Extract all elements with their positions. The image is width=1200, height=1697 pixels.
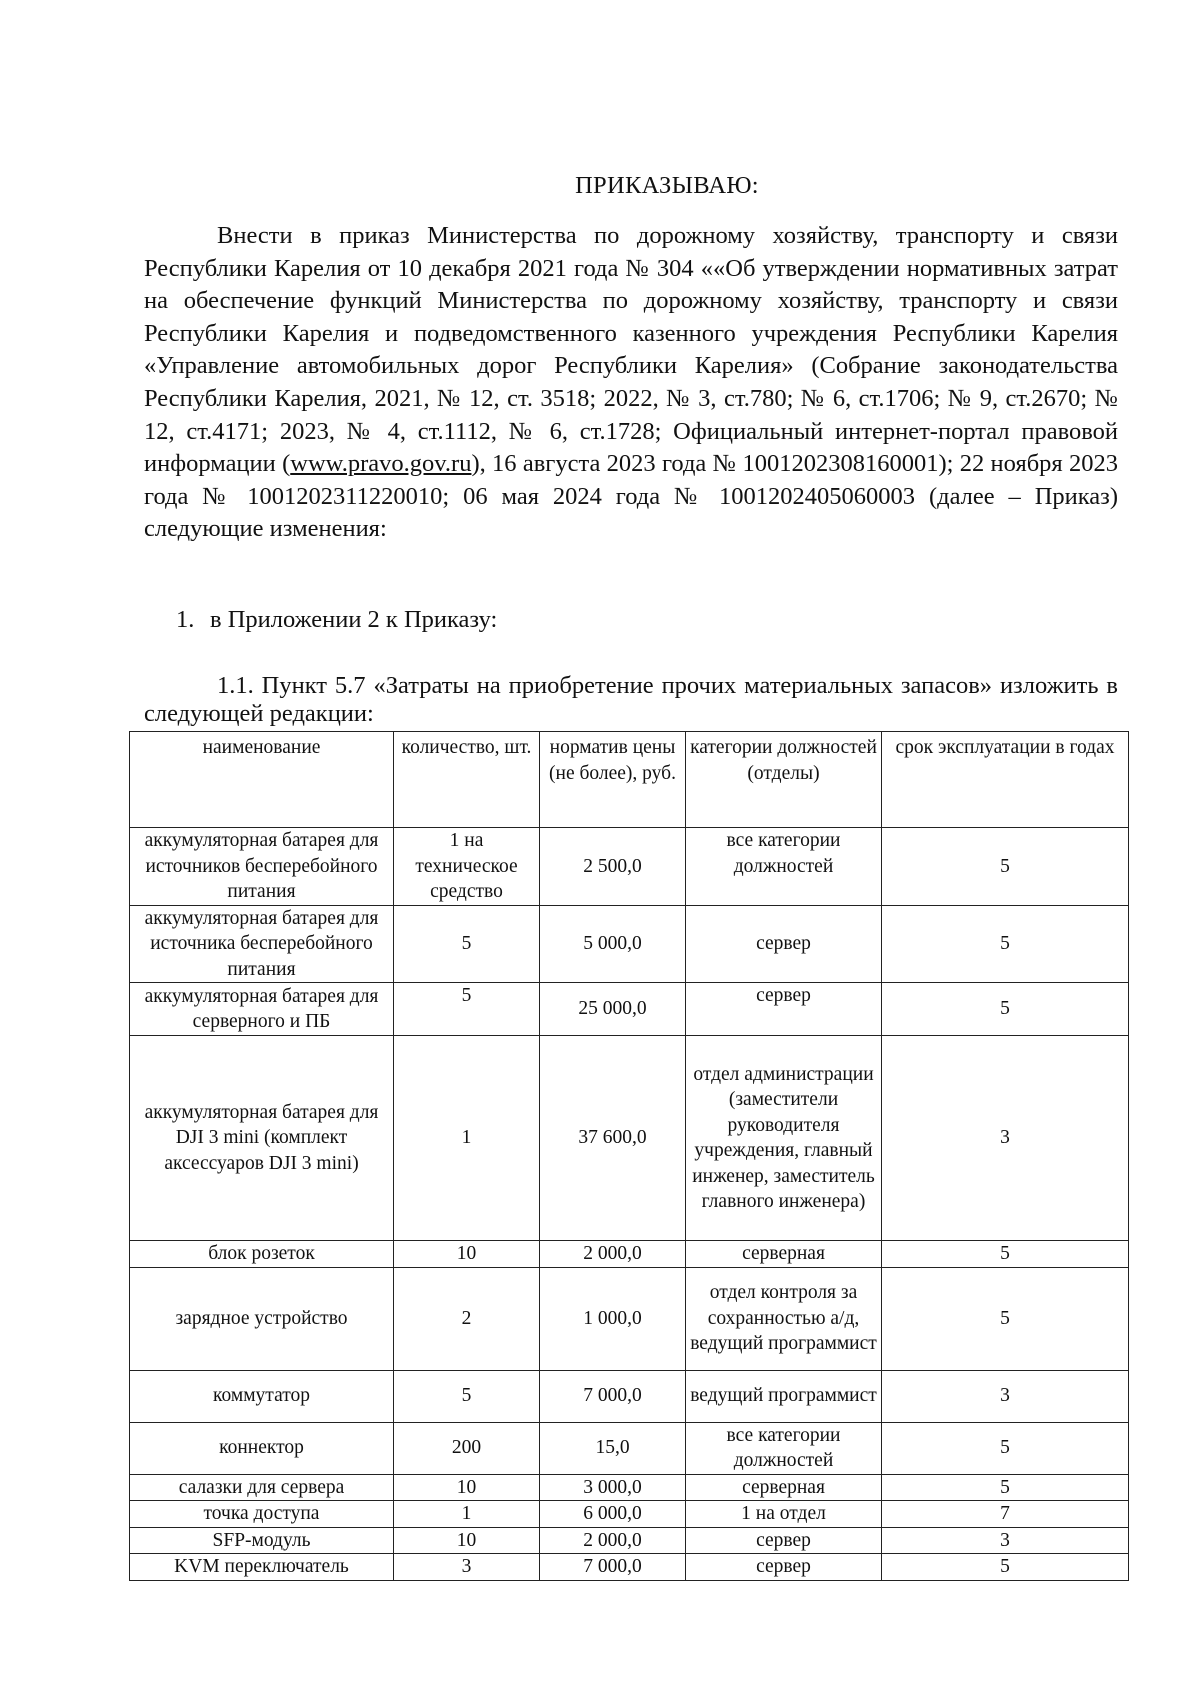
cell-quantity: 10 [394, 1241, 540, 1268]
cell-name: аккумуляторная батарея для серверного и ПБ [130, 983, 394, 1036]
table-row [130, 1036, 1129, 1241]
table-row [130, 905, 1129, 983]
cell-category: отдел администрации (заместители руководителя учреждения, главный инженер, заместитель главного инженера) [686, 1036, 882, 1241]
norms-table [129, 731, 1129, 1581]
cell-price: 7 000,0 [540, 1370, 686, 1422]
table-row [130, 1474, 1129, 1501]
cell-quantity: 1 на техническое средство [394, 828, 540, 906]
list-item-text: в Приложении 2 к Приказу: [210, 606, 498, 633]
cell-lifetime: 7 [882, 1501, 1129, 1528]
cell-name: коннектор [130, 1422, 394, 1474]
cell-price: 25 000,0 [540, 983, 686, 1036]
cell-name: KVM переключатель [130, 1554, 394, 1581]
cell-price: 2 000,0 [540, 1241, 686, 1268]
preamble-text-start: Внести в приказ Министерства по дорожному хозяйству, транспорту и связи Республики Карелия от 10 декабря 2021 года № 304 ««Об утверждении нормативных затрат на обеспечение функций Министерства по дорожному хозяйству, транспорту и связи Республики Карелия и подведомственного казенного учреждения Республики Карелия «Управление автомобильных дорог Республики Карелия» (Собрание законодательства Республики Карелия, 2021, № 12, ст. 3518; 2022, № 3, ст.780; № 6, ст.1706; № 9, ст.2670; № 12, ст.4171; 2023, № 4, ст.1112, № 6, ст.1728; Официальный интернет-портал правовой информации ( [144, 222, 1118, 478]
cell-category: отдел контроля за сохранностью а/д, ведущий программист [686, 1267, 882, 1370]
cell-name: зарядное устройство [130, 1267, 394, 1370]
cell-quantity: 5 [394, 1370, 540, 1422]
cell-category: ведущий программист [686, 1370, 882, 1422]
cell-lifetime: 3 [882, 1036, 1129, 1241]
table-header-row [130, 732, 1129, 828]
cell-lifetime: 5 [882, 1554, 1129, 1581]
header-name: наименование [130, 732, 394, 828]
cell-quantity: 200 [394, 1422, 540, 1474]
cell-lifetime: 5 [882, 1241, 1129, 1268]
cell-price: 2 500,0 [540, 828, 686, 906]
header-lifetime: срок эксплуатации в годах [882, 732, 1129, 828]
cell-category: сервер [686, 1554, 882, 1581]
cell-price: 15,0 [540, 1422, 686, 1474]
cell-category: сервер [686, 983, 882, 1036]
cell-price: 1 000,0 [540, 1267, 686, 1370]
cell-category: сервер [686, 905, 882, 983]
list-item-1 [176, 604, 497, 636]
subitem-text: 1.1. Пункт 5.7 «Затраты на приобретение прочих материальных запасов» изложить в следующей редакции: [144, 672, 1118, 727]
cell-name: салазки для сервера [130, 1474, 394, 1501]
cell-quantity: 2 [394, 1267, 540, 1370]
cell-price: 2 000,0 [540, 1527, 686, 1554]
cell-quantity: 10 [394, 1474, 540, 1501]
cell-category: 1 на отдел [686, 1501, 882, 1528]
header-category: категории должностей (отделы) [686, 732, 882, 828]
cell-name: блок розеток [130, 1241, 394, 1268]
cell-quantity: 5 [394, 905, 540, 983]
cell-lifetime: 5 [882, 1422, 1129, 1474]
cell-category: все категории должностей [686, 828, 882, 906]
table-row [130, 1527, 1129, 1554]
header-price: норматив цены (не более), руб. [540, 732, 686, 828]
cell-name: SFP-модуль [130, 1527, 394, 1554]
cell-category: все категории должностей [686, 1422, 882, 1474]
cell-name: аккумуляторная батарея для источника бесперебойного питания [130, 905, 394, 983]
table-row [130, 1267, 1129, 1370]
cell-quantity: 3 [394, 1554, 540, 1581]
cell-quantity: 1 [394, 1036, 540, 1241]
table-row [130, 1501, 1129, 1528]
cell-price: 3 000,0 [540, 1474, 686, 1501]
cell-price: 5 000,0 [540, 905, 686, 983]
cell-lifetime: 5 [882, 905, 1129, 983]
cell-price: 37 600,0 [540, 1036, 686, 1241]
cell-quantity: 1 [394, 1501, 540, 1528]
header-quantity: количество, шт. [394, 732, 540, 828]
order-heading: ПРИКАЗЫВАЮ: [575, 172, 759, 199]
cell-lifetime: 5 [882, 1267, 1129, 1370]
table-row [130, 828, 1129, 906]
cell-name: аккумуляторная батарея для источников бесперебойного питания [130, 828, 394, 906]
cell-quantity: 10 [394, 1527, 540, 1554]
cell-lifetime: 3 [882, 1527, 1129, 1554]
cell-price: 6 000,0 [540, 1501, 686, 1528]
table-row [130, 1554, 1129, 1581]
cell-category: серверная [686, 1241, 882, 1268]
preamble-paragraph [144, 220, 1118, 546]
cell-name: коммутатор [130, 1370, 394, 1422]
cell-lifetime: 5 [882, 1474, 1129, 1501]
cell-lifetime: 5 [882, 828, 1129, 906]
cell-category: серверная [686, 1474, 882, 1501]
list-item-number: 1. [176, 606, 195, 633]
cell-name: точка доступа [130, 1501, 394, 1528]
cell-lifetime: 5 [882, 983, 1129, 1036]
cell-lifetime: 3 [882, 1370, 1129, 1422]
pravo-link[interactable]: www.pravo.gov.ru [290, 450, 472, 478]
cell-category: сервер [686, 1527, 882, 1554]
table-row [130, 1422, 1129, 1474]
cell-price: 7 000,0 [540, 1554, 686, 1581]
subitem-1-1 [144, 672, 1118, 728]
cell-quantity: 5 [394, 983, 540, 1036]
cell-name: аккумуляторная батарея для DJI 3 mini (комплект аксессуаров DJI 3 mini) [130, 1036, 394, 1241]
table-row [130, 1370, 1129, 1422]
table-row [130, 983, 1129, 1036]
table-row [130, 1241, 1129, 1268]
preamble-text-end: ), 16 августа 2023 года № 1001202308160001); 22 ноября 2023 года № 1001202311220010; 06 мая 2024 года № 1001202405060003 (далее – Приказ) следующие изменения: [144, 450, 1119, 543]
